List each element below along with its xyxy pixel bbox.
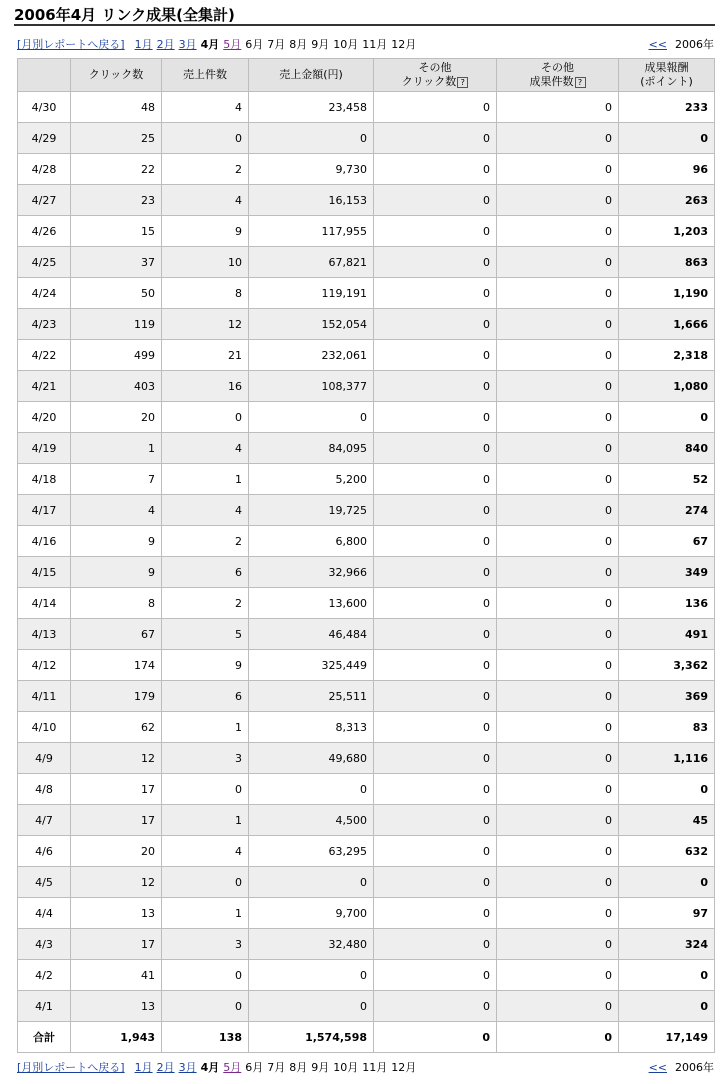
- row-other-results: 0: [497, 185, 619, 216]
- row-reward-points: 0: [619, 123, 715, 154]
- month-links: [17, 1060, 420, 1076]
- table-row: [18, 92, 715, 123]
- row-reward-points: 67: [619, 526, 715, 557]
- row-date: 4/9: [18, 743, 71, 774]
- row-date: 4/6: [18, 836, 71, 867]
- row-clicks: 17: [71, 774, 162, 805]
- row-sales-amount: 16,153: [249, 185, 374, 216]
- row-clicks: 9: [71, 557, 162, 588]
- month-nav-bottom: [17, 1060, 714, 1076]
- table-row: [18, 557, 715, 588]
- month-link[interactable]: 2月: [156, 38, 175, 51]
- row-reward-points: 324: [619, 929, 715, 960]
- row-reward-points: 0: [619, 867, 715, 898]
- row-sales-amount: 108,377: [249, 371, 374, 402]
- month-link: 6月: [245, 1061, 264, 1074]
- row-sales-count: 9: [162, 650, 249, 681]
- row-other-results: 0: [497, 898, 619, 929]
- row-sales-amount: 0: [249, 402, 374, 433]
- row-other-results: 0: [497, 557, 619, 588]
- row-sales-count: 4: [162, 185, 249, 216]
- row-date: 4/27: [18, 185, 71, 216]
- row-sales-amount: 0: [249, 867, 374, 898]
- month-links: [17, 37, 420, 53]
- row-date: 4/28: [18, 154, 71, 185]
- month-link: 7月: [267, 1061, 286, 1074]
- row-reward-points: 0: [619, 402, 715, 433]
- row-sales-amount: 25,511: [249, 681, 374, 712]
- row-other-results: 0: [497, 216, 619, 247]
- table-header-row: [18, 59, 715, 92]
- total-other-clicks: 0: [374, 1022, 497, 1053]
- row-sales-count: 10: [162, 247, 249, 278]
- header-sales-count: 売上件数: [162, 59, 249, 92]
- row-clicks: 37: [71, 247, 162, 278]
- row-other-clicks: 0: [374, 123, 497, 154]
- total-clicks: 1,943: [71, 1022, 162, 1053]
- back-to-monthly-report-link[interactable]: [月別レポートへ戻る]: [17, 38, 125, 51]
- row-other-clicks: 0: [374, 805, 497, 836]
- row-clicks: 4: [71, 495, 162, 526]
- table-row: [18, 588, 715, 619]
- row-sales-count: 0: [162, 402, 249, 433]
- row-other-clicks: 0: [374, 867, 497, 898]
- row-date: 4/29: [18, 123, 71, 154]
- row-sales-amount: 152,054: [249, 309, 374, 340]
- row-clicks: 17: [71, 929, 162, 960]
- table-row: [18, 836, 715, 867]
- row-clicks: 9: [71, 526, 162, 557]
- table-row: [18, 929, 715, 960]
- row-other-results: 0: [497, 712, 619, 743]
- title-divider: [14, 24, 715, 26]
- row-date: 4/10: [18, 712, 71, 743]
- prev-year-link[interactable]: <<: [648, 1061, 667, 1074]
- row-date: 4/12: [18, 650, 71, 681]
- row-other-clicks: 0: [374, 650, 497, 681]
- row-clicks: 12: [71, 867, 162, 898]
- row-sales-amount: 23,458: [249, 92, 374, 123]
- row-date: 4/3: [18, 929, 71, 960]
- row-other-clicks: 0: [374, 309, 497, 340]
- row-other-results: 0: [497, 805, 619, 836]
- year-nav: [649, 37, 714, 53]
- row-clicks: 499: [71, 340, 162, 371]
- row-other-clicks: 0: [374, 743, 497, 774]
- row-other-results: 0: [497, 154, 619, 185]
- row-date: 4/13: [18, 619, 71, 650]
- month-link[interactable]: 3月: [178, 1061, 197, 1074]
- row-date: 4/23: [18, 309, 71, 340]
- row-other-results: 0: [497, 123, 619, 154]
- row-other-clicks: 0: [374, 526, 497, 557]
- total-reward-points: 17,149: [619, 1022, 715, 1053]
- row-clicks: 403: [71, 371, 162, 402]
- row-clicks: 62: [71, 712, 162, 743]
- row-reward-points: 1,666: [619, 309, 715, 340]
- row-reward-points: 0: [619, 774, 715, 805]
- row-date: 4/30: [18, 92, 71, 123]
- row-sales-count: 0: [162, 991, 249, 1022]
- row-sales-amount: 9,700: [249, 898, 374, 929]
- row-sales-count: 0: [162, 867, 249, 898]
- table-row: [18, 805, 715, 836]
- row-other-results: 0: [497, 278, 619, 309]
- row-sales-amount: 232,061: [249, 340, 374, 371]
- row-other-clicks: 0: [374, 92, 497, 123]
- table-row: [18, 464, 715, 495]
- row-clicks: 23: [71, 185, 162, 216]
- row-other-clicks: 0: [374, 216, 497, 247]
- row-clicks: 41: [71, 960, 162, 991]
- row-other-results: 0: [497, 929, 619, 960]
- row-clicks: 67: [71, 619, 162, 650]
- month-link: 12月: [391, 1061, 417, 1074]
- row-date: 4/15: [18, 557, 71, 588]
- table-row: [18, 960, 715, 991]
- row-other-results: 0: [497, 588, 619, 619]
- month-link: 10月: [333, 38, 359, 51]
- row-other-results: 0: [497, 650, 619, 681]
- table-row: [18, 898, 715, 929]
- table-row: [18, 247, 715, 278]
- row-reward-points: 3,362: [619, 650, 715, 681]
- total-row: [18, 1022, 715, 1053]
- row-clicks: 48: [71, 92, 162, 123]
- row-date: 4/1: [18, 991, 71, 1022]
- row-date: 4/8: [18, 774, 71, 805]
- row-reward-points: 52: [619, 464, 715, 495]
- row-date: 4/25: [18, 247, 71, 278]
- row-sales-amount: 19,725: [249, 495, 374, 526]
- row-clicks: 8: [71, 588, 162, 619]
- row-clicks: 119: [71, 309, 162, 340]
- row-date: 4/2: [18, 960, 71, 991]
- help-icon[interactable]: ?: [457, 77, 468, 88]
- row-sales-count: 6: [162, 681, 249, 712]
- row-other-results: 0: [497, 340, 619, 371]
- table-row: [18, 712, 715, 743]
- row-sales-count: 2: [162, 588, 249, 619]
- row-other-results: 0: [497, 402, 619, 433]
- row-sales-count: 5: [162, 619, 249, 650]
- row-other-clicks: 0: [374, 836, 497, 867]
- row-reward-points: 863: [619, 247, 715, 278]
- row-sales-amount: 325,449: [249, 650, 374, 681]
- row-other-results: 0: [497, 464, 619, 495]
- row-other-clicks: 0: [374, 495, 497, 526]
- table-row: [18, 402, 715, 433]
- month-link[interactable]: 2月: [156, 1061, 175, 1074]
- row-sales-count: 1: [162, 805, 249, 836]
- row-other-clicks: 0: [374, 371, 497, 402]
- month-link: 9月: [311, 38, 330, 51]
- table-row: [18, 154, 715, 185]
- month-link: 4月: [200, 38, 220, 51]
- row-clicks: 50: [71, 278, 162, 309]
- row-other-clicks: 0: [374, 278, 497, 309]
- month-link: 11月: [362, 1061, 388, 1074]
- year-label: 2006年: [675, 38, 714, 51]
- table-row: [18, 743, 715, 774]
- row-clicks: 20: [71, 402, 162, 433]
- month-link[interactable]: 5月: [223, 1061, 242, 1074]
- back-to-monthly-report-link[interactable]: [月別レポートへ戻る]: [17, 1061, 125, 1074]
- row-date: 4/4: [18, 898, 71, 929]
- table-row: [18, 185, 715, 216]
- row-other-clicks: 0: [374, 774, 497, 805]
- row-clicks: 20: [71, 836, 162, 867]
- row-sales-amount: 32,966: [249, 557, 374, 588]
- row-other-clicks: 0: [374, 681, 497, 712]
- row-date: 4/20: [18, 402, 71, 433]
- row-other-clicks: 0: [374, 464, 497, 495]
- row-other-results: 0: [497, 681, 619, 712]
- table-row: [18, 309, 715, 340]
- help-icon[interactable]: ?: [575, 77, 586, 88]
- table-row: [18, 991, 715, 1022]
- row-other-clicks: 0: [374, 991, 497, 1022]
- row-reward-points: 1,080: [619, 371, 715, 402]
- row-clicks: 179: [71, 681, 162, 712]
- total-label: 合計: [18, 1022, 71, 1053]
- row-sales-count: 1: [162, 898, 249, 929]
- table-row: [18, 867, 715, 898]
- row-other-results: 0: [497, 495, 619, 526]
- table-row: [18, 495, 715, 526]
- row-sales-count: 6: [162, 557, 249, 588]
- row-sales-amount: 8,313: [249, 712, 374, 743]
- row-sales-count: 16: [162, 371, 249, 402]
- row-other-clicks: 0: [374, 154, 497, 185]
- row-other-clicks: 0: [374, 712, 497, 743]
- row-sales-amount: 46,484: [249, 619, 374, 650]
- page-title: 2006年4月 リンク成果(全集計): [14, 6, 235, 24]
- row-clicks: 13: [71, 991, 162, 1022]
- row-sales-amount: 0: [249, 774, 374, 805]
- table-row: [18, 526, 715, 557]
- year-label: 2006年: [675, 1061, 714, 1074]
- row-date: 4/22: [18, 340, 71, 371]
- row-reward-points: 349: [619, 557, 715, 588]
- table-row: [18, 216, 715, 247]
- row-date: 4/19: [18, 433, 71, 464]
- table-row: [18, 123, 715, 154]
- row-reward-points: 491: [619, 619, 715, 650]
- prev-year-link[interactable]: <<: [648, 38, 667, 51]
- header-date: [18, 59, 71, 92]
- row-reward-points: 840: [619, 433, 715, 464]
- row-date: 4/24: [18, 278, 71, 309]
- row-clicks: 174: [71, 650, 162, 681]
- row-sales-count: 8: [162, 278, 249, 309]
- row-clicks: 1: [71, 433, 162, 464]
- row-reward-points: 632: [619, 836, 715, 867]
- row-sales-count: 21: [162, 340, 249, 371]
- row-other-clicks: 0: [374, 557, 497, 588]
- total-sales-count: 138: [162, 1022, 249, 1053]
- row-sales-amount: 84,095: [249, 433, 374, 464]
- row-reward-points: 263: [619, 185, 715, 216]
- total-sales-amount: 1,574,598: [249, 1022, 374, 1053]
- row-sales-count: 4: [162, 433, 249, 464]
- row-reward-points: 274: [619, 495, 715, 526]
- month-link[interactable]: 3月: [178, 38, 197, 51]
- row-clicks: 12: [71, 743, 162, 774]
- year-nav: [649, 1060, 714, 1076]
- table-row: [18, 619, 715, 650]
- row-other-clicks: 0: [374, 588, 497, 619]
- row-reward-points: 1,203: [619, 216, 715, 247]
- row-sales-amount: 0: [249, 960, 374, 991]
- row-sales-count: 4: [162, 92, 249, 123]
- row-sales-amount: 119,191: [249, 278, 374, 309]
- table-row: [18, 650, 715, 681]
- row-other-results: 0: [497, 433, 619, 464]
- table-row: [18, 278, 715, 309]
- row-sales-count: 1: [162, 464, 249, 495]
- row-sales-count: 0: [162, 960, 249, 991]
- row-other-results: 0: [497, 743, 619, 774]
- row-sales-amount: 5,200: [249, 464, 374, 495]
- row-sales-amount: 67,821: [249, 247, 374, 278]
- row-reward-points: 1,116: [619, 743, 715, 774]
- row-sales-count: 4: [162, 495, 249, 526]
- row-other-results: 0: [497, 247, 619, 278]
- row-sales-amount: 0: [249, 991, 374, 1022]
- row-clicks: 15: [71, 216, 162, 247]
- table-row: [18, 371, 715, 402]
- row-date: 4/14: [18, 588, 71, 619]
- row-other-results: 0: [497, 836, 619, 867]
- header-other-results: その他 成果件数 ?: [497, 59, 619, 92]
- row-other-clicks: 0: [374, 619, 497, 650]
- row-reward-points: 233: [619, 92, 715, 123]
- row-sales-amount: 4,500: [249, 805, 374, 836]
- row-sales-amount: 9,730: [249, 154, 374, 185]
- table-row: [18, 681, 715, 712]
- row-other-results: 0: [497, 991, 619, 1022]
- row-other-results: 0: [497, 867, 619, 898]
- header-reward-points: 成果報酬 (ポイント): [619, 59, 715, 92]
- row-other-results: 0: [497, 526, 619, 557]
- row-other-clicks: 0: [374, 247, 497, 278]
- row-sales-count: 9: [162, 216, 249, 247]
- month-link: 11月: [362, 38, 388, 51]
- row-reward-points: 0: [619, 991, 715, 1022]
- row-clicks: 17: [71, 805, 162, 836]
- header-sales-amount: 売上金額(円): [249, 59, 374, 92]
- row-reward-points: 369: [619, 681, 715, 712]
- row-sales-count: 0: [162, 774, 249, 805]
- row-clicks: 22: [71, 154, 162, 185]
- row-sales-amount: 0: [249, 123, 374, 154]
- report-table: [17, 58, 715, 1053]
- row-sales-amount: 13,600: [249, 588, 374, 619]
- month-link: 7月: [267, 38, 286, 51]
- row-clicks: 7: [71, 464, 162, 495]
- row-other-results: 0: [497, 92, 619, 123]
- row-reward-points: 83: [619, 712, 715, 743]
- row-clicks: 13: [71, 898, 162, 929]
- table-row: [18, 340, 715, 371]
- row-reward-points: 2,318: [619, 340, 715, 371]
- row-date: 4/21: [18, 371, 71, 402]
- row-sales-amount: 32,480: [249, 929, 374, 960]
- month-link: 12月: [391, 38, 417, 51]
- row-sales-count: 3: [162, 743, 249, 774]
- row-other-clicks: 0: [374, 402, 497, 433]
- row-other-clicks: 0: [374, 960, 497, 991]
- month-link[interactable]: 1月: [134, 1061, 153, 1074]
- row-sales-count: 2: [162, 526, 249, 557]
- month-nav-top: [17, 37, 714, 53]
- row-other-clicks: 0: [374, 340, 497, 371]
- header-other-clicks: その他 クリック数 ?: [374, 59, 497, 92]
- row-reward-points: 1,190: [619, 278, 715, 309]
- month-link: 10月: [333, 1061, 359, 1074]
- row-sales-count: 12: [162, 309, 249, 340]
- row-sales-count: 4: [162, 836, 249, 867]
- row-other-clicks: 0: [374, 185, 497, 216]
- row-sales-count: 2: [162, 154, 249, 185]
- row-other-clicks: 0: [374, 433, 497, 464]
- row-sales-count: 3: [162, 929, 249, 960]
- row-other-results: 0: [497, 774, 619, 805]
- row-date: 4/16: [18, 526, 71, 557]
- row-sales-count: 0: [162, 123, 249, 154]
- header-clicks: クリック数: [71, 59, 162, 92]
- row-clicks: 25: [71, 123, 162, 154]
- row-date: 4/7: [18, 805, 71, 836]
- month-link: 8月: [289, 38, 308, 51]
- month-link: 6月: [245, 38, 264, 51]
- row-date: 4/18: [18, 464, 71, 495]
- row-date: 4/26: [18, 216, 71, 247]
- total-other-results: 0: [497, 1022, 619, 1053]
- row-reward-points: 97: [619, 898, 715, 929]
- row-date: 4/17: [18, 495, 71, 526]
- row-date: 4/11: [18, 681, 71, 712]
- row-other-clicks: 0: [374, 898, 497, 929]
- row-sales-amount: 63,295: [249, 836, 374, 867]
- month-link: 9月: [311, 1061, 330, 1074]
- month-link: 8月: [289, 1061, 308, 1074]
- month-link[interactable]: 5月: [223, 38, 242, 51]
- table-row: [18, 433, 715, 464]
- row-sales-count: 1: [162, 712, 249, 743]
- row-reward-points: 0: [619, 960, 715, 991]
- row-other-results: 0: [497, 619, 619, 650]
- row-sales-amount: 6,800: [249, 526, 374, 557]
- row-date: 4/5: [18, 867, 71, 898]
- row-reward-points: 96: [619, 154, 715, 185]
- row-reward-points: 45: [619, 805, 715, 836]
- row-other-results: 0: [497, 960, 619, 991]
- row-sales-amount: 49,680: [249, 743, 374, 774]
- row-sales-amount: 117,955: [249, 216, 374, 247]
- month-link: 4月: [200, 1061, 220, 1074]
- row-reward-points: 136: [619, 588, 715, 619]
- row-other-results: 0: [497, 371, 619, 402]
- table-row: [18, 774, 715, 805]
- row-other-results: 0: [497, 309, 619, 340]
- month-link[interactable]: 1月: [134, 38, 153, 51]
- row-other-clicks: 0: [374, 929, 497, 960]
